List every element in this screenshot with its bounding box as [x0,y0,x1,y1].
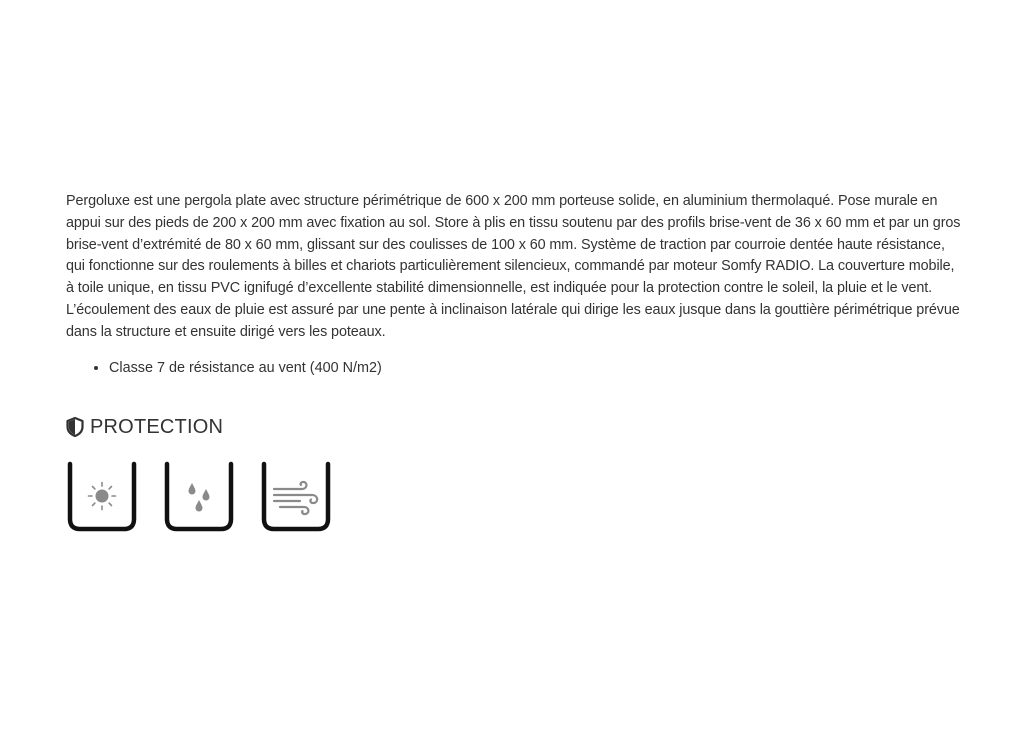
feature-item: • Classe 7 de résistance au vent (400 N/m2) [109,358,966,379]
sun-protection-icon [66,461,138,533]
wind-protection-icon [260,461,332,533]
protection-icons [66,461,966,533]
product-content [66,191,966,533]
shield-icon [66,417,84,437]
protection-heading [66,416,966,439]
rain-protection-icon [163,461,235,533]
protection-title: PROTECTION [90,415,224,438]
feature-list [66,358,966,379]
product-description: Pergoluxe est une pergola plate avec structure périmétrique de 600 x 200 mm porteuse solide, en aluminium thermolaqué. Pose murale en appui sur des pieds de 200 x 200 mm avec fixation au sol. Store à plis en tissu soutenu par des profils brise-vent de 36 x 60 mm et par un gros brise-vent d’extrémité de 80 x 60 mm, glissant sur des coulisses de 100 x 60 mm. Système de traction par courroie dentée haute résistance, qui fonctionne sur des roulements à billes et chariots particulièrement silencieux, commandé par moteur Somfy RADIO. La couverture mobile, à toile unique, en tissu PVC ignifugé d’excellente stabilité dimensionnelle, est indiquée pour la protection contre le soleil, la pluie et le vent. L’écoulement des eaux de pluie est assuré par une pente à inclinaison latérale qui dirige les eaux jusque dans la gouttière périmétrique prévue dans la structure et ensuite dirigé vers les poteaux. [66,193,961,340]
